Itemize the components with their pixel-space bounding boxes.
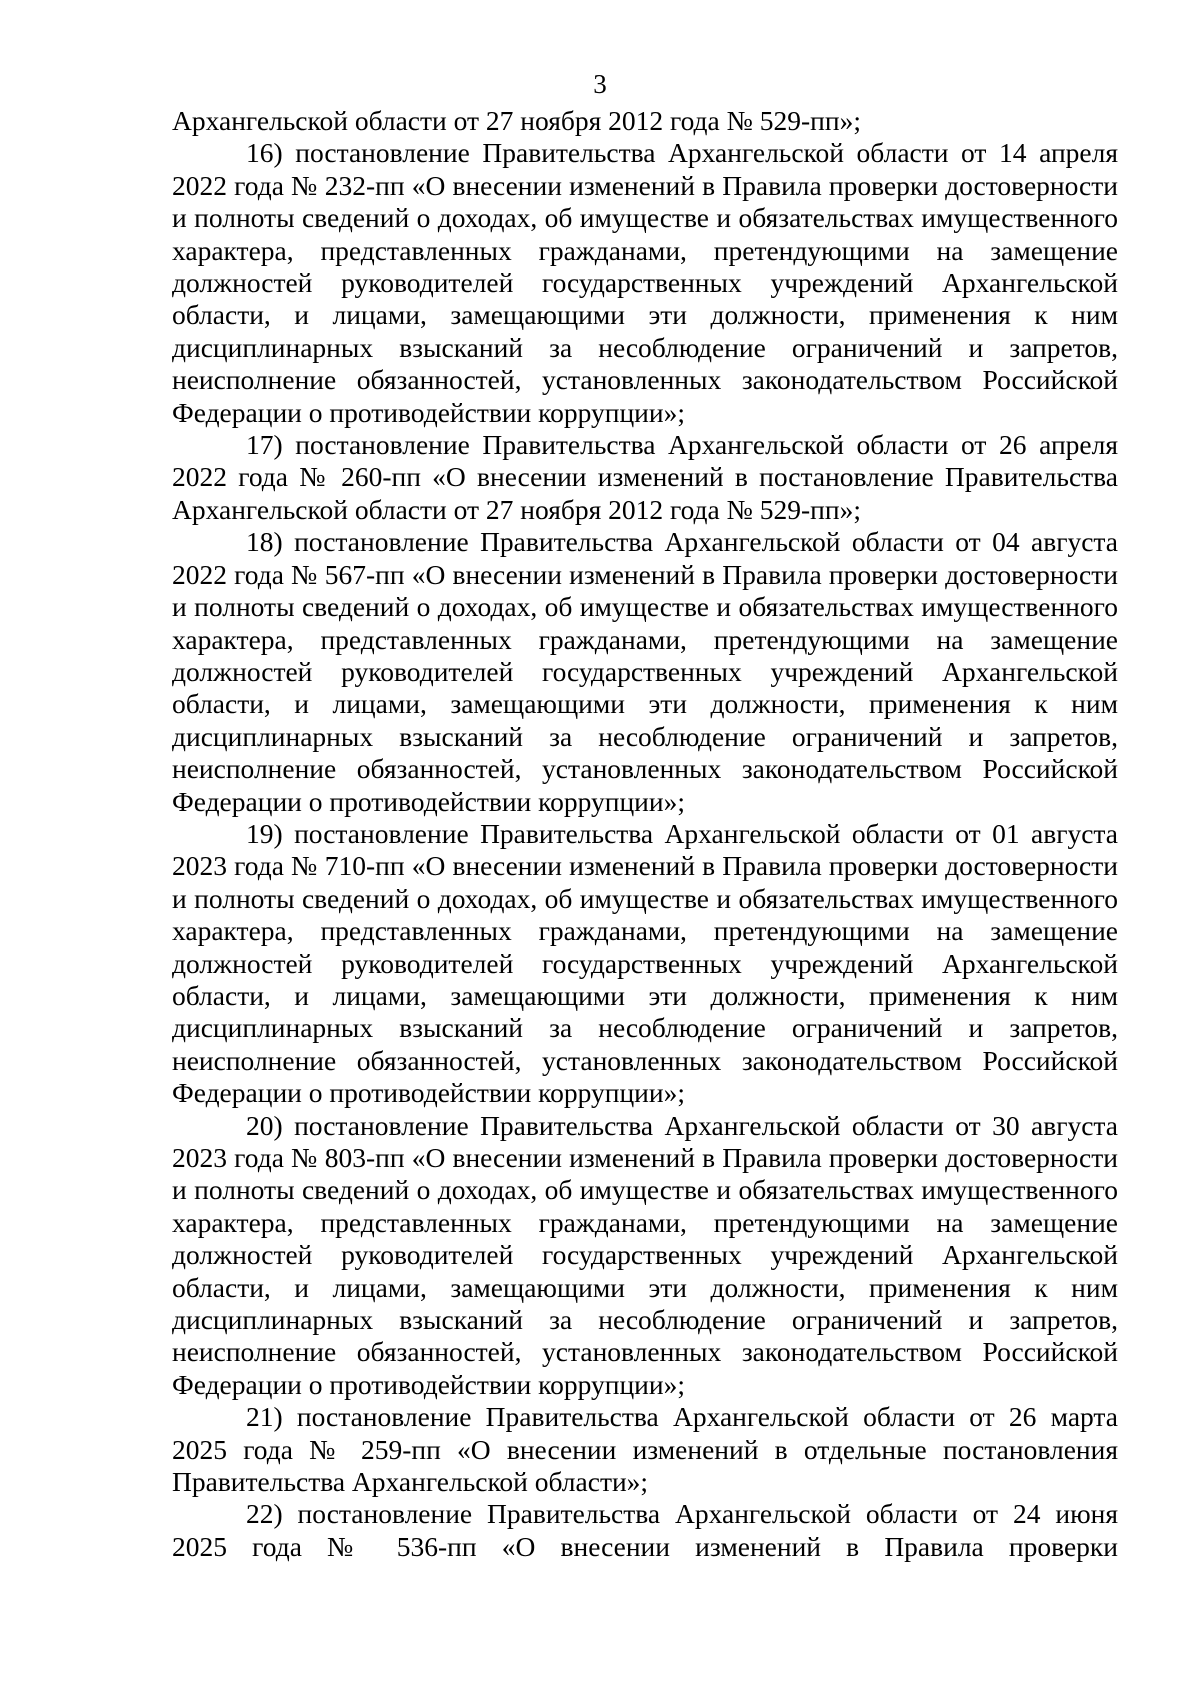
list-item-21: 21) постановление Правительства Архангельской области от 26 марта 2025 года № 259-пп «О внесении изменений в отдельные постановления Правительства Архангельской области»; <box>172 1401 1118 1498</box>
list-item-22: 22) постановление Правительства Архангельской области от 24 июня 2025 года № 536-пп «О внесении изменений в Правила проверки <box>172 1498 1118 1562</box>
document-body <box>172 105 1118 1563</box>
list-item-18: 18) постановление Правительства Архангельской области от 04 августа 2022 года № 567-пп «О внесении изменений в Правила проверки достоверности и полноты сведений о доходах, об имуществе и обязательствах имущественного характера, представленных гражданами, претендующими на замещение должностей руководителей государственных учреждений Архангельской области, и лицами, замещающими эти должности, применения к ним дисциплинарных взысканий за несоблюдение ограничений и запретов, неисполнение обязанностей, установленных законодательством Российской Федерации о противодействии коррупции»; <box>172 526 1118 817</box>
list-item-17: 17) постановление Правительства Архангельской области от 26 апреля 2022 года № 260-пп «О внесении изменений в постановление Правительства Архангельской области от 27 ноября 2012 года № 529-пп»; <box>172 429 1118 525</box>
list-item-16: 16) постановление Правительства Архангельской области от 14 апреля 2022 года № 232-пп «О внесении изменений в Правила проверки достоверности и полноты сведений о доходах, об имуществе и обязательствах имущественного характера, представленных гражданами, претендующими на замещение должностей руководителей государственных учреждений Архангельской области, и лицами, замещающими эти должности, применения к ним дисциплинарных взысканий за несоблюдение ограничений и запретов, неисполнение обязанностей, установленных законодательством Российской Федерации о противодействии коррупции»; <box>172 137 1118 428</box>
list-item-19: 19) постановление Правительства Архангельской области от 01 августа 2023 года № 710-пп «О внесении изменений в Правила проверки достоверности и полноты сведений о доходах, об имуществе и обязательствах имущественного характера, представленных гражданами, претендующими на замещение должностей руководителей государственных учреждений Архангельской области, и лицами, замещающими эти должности, применения к ним дисциплинарных взысканий за несоблюдение ограничений и запретов, неисполнение обязанностей, установленных законодательством Российской Федерации о противодействии коррупции»; <box>172 817 1118 1109</box>
paragraph-continuation: Архангельской области от 27 ноября 2012 года № 529-пп»; <box>172 105 861 136</box>
list-item-20: 20) постановление Правительства Архангельской области от 30 августа 2023 года № 803-пп «О внесении изменений в Правила проверки достоверности и полноты сведений о доходах, об имуществе и обязательствах имущественного характера, представленных гражданами, претендующими на замещение должностей руководителей государственных учреждений Архангельской области, и лицами, замещающими эти должности, применения к ним дисциплинарных взысканий за несоблюдение ограничений и запретов, неисполнение обязанностей, установленных законодательством Российской Федерации о противодействии коррупции»; <box>172 1109 1118 1400</box>
page-number: 3 <box>593 69 607 99</box>
